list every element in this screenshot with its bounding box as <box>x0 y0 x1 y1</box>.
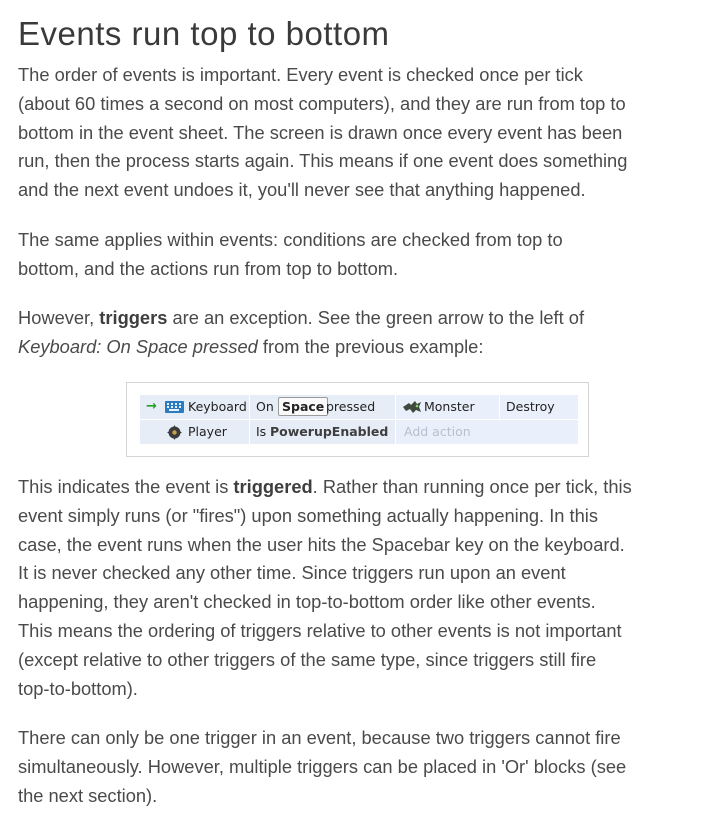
text-line: happening, they aren't checked in top-to-bottom order like other events. <box>18 591 596 613</box>
text-line <box>18 473 708 502</box>
bold-term-triggers: triggers <box>99 307 168 328</box>
action-text-cell[interactable] <box>500 395 578 419</box>
event-row <box>140 395 578 419</box>
condition-variable: PowerupEnabled <box>270 424 389 439</box>
add-action-cell[interactable] <box>396 420 578 444</box>
text-line: The order of events is important. Every event is checked once per tick <box>18 64 583 85</box>
text-line: (except relative to other triggers of the same type, since triggers still fire <box>18 648 597 670</box>
text-run: are an exception. See the green arrow to the left of <box>167 307 585 328</box>
text-line: There can only be one trigger in an event, because two triggers cannot fire <box>18 727 621 748</box>
paragraph-event-order <box>18 61 708 205</box>
text-line: event simply runs (or "fires") upon something actually happening. In this <box>18 504 598 526</box>
condition-suffix: pressed <box>326 399 376 414</box>
section-heading: Events run top to bottom <box>18 15 390 52</box>
keyboard-icon <box>165 401 184 413</box>
event-row <box>140 420 578 444</box>
action-object-cell <box>396 395 499 419</box>
condition-text-cell[interactable] <box>250 395 395 419</box>
object-name-keyboard: Keyboard <box>188 399 247 414</box>
trigger-arrow-icon: → <box>146 399 157 414</box>
condition-object-cell <box>140 420 249 444</box>
text-run: However, <box>18 307 100 328</box>
text-line: simultaneously. However, multiple triggers can be placed in 'Or' blocks (see <box>18 755 627 777</box>
text-line: This means the ordering of triggers relative to other events is not important <box>18 619 622 641</box>
condition-prefix: On <box>256 399 274 414</box>
action-label: Destroy <box>506 399 555 414</box>
event-sheet-figure <box>140 395 578 444</box>
player-icon <box>166 424 183 441</box>
italic-reference: Keyboard: On Space pressed <box>18 335 258 357</box>
paragraph-one-trigger <box>18 724 708 810</box>
paragraph-triggers-exception <box>18 304 708 362</box>
text-line: The same applies within events: conditions are checked from top to <box>18 229 563 250</box>
text-line: bottom in the event sheet. The screen is drawn once every event has been <box>18 121 623 143</box>
text-line: the next section). <box>18 784 158 806</box>
condition-object-cell <box>140 395 249 419</box>
text-line: and the next event undoes it, you'll never see that anything happened. <box>18 179 586 201</box>
add-action-link[interactable]: Add action <box>404 424 471 439</box>
text-line: (about 60 times a second on most computers), and they are run from top to <box>18 92 626 114</box>
object-name-monster: Monster <box>424 399 475 414</box>
text-line: top-to-bottom). <box>18 677 138 699</box>
text-line <box>18 333 708 362</box>
bold-term-triggered: triggered <box>233 476 313 497</box>
monster-icon <box>402 400 422 414</box>
text-run: This indicates the event is <box>18 476 234 497</box>
paragraph-triggered <box>18 473 708 703</box>
text-run: . Rather than running once per tick, this <box>312 476 632 497</box>
text-line: It is never checked any other time. Since triggers run upon an event <box>18 562 566 584</box>
condition-prefix: Is <box>256 424 267 439</box>
text-line: case, the event runs when the user hits the Spacebar key on the keyboard. <box>18 533 625 555</box>
text-line: bottom, and the actions run from top to bottom. <box>18 257 399 279</box>
key-parameter: Space <box>278 397 328 416</box>
text-line: run, then the process starts again. This means if one event does something <box>18 150 628 172</box>
paragraph-within-events <box>18 226 708 284</box>
text-line <box>18 304 708 333</box>
object-name-player: Player <box>188 424 227 439</box>
condition-text-cell[interactable] <box>250 420 395 444</box>
text-run: from the previous example: <box>257 335 484 357</box>
